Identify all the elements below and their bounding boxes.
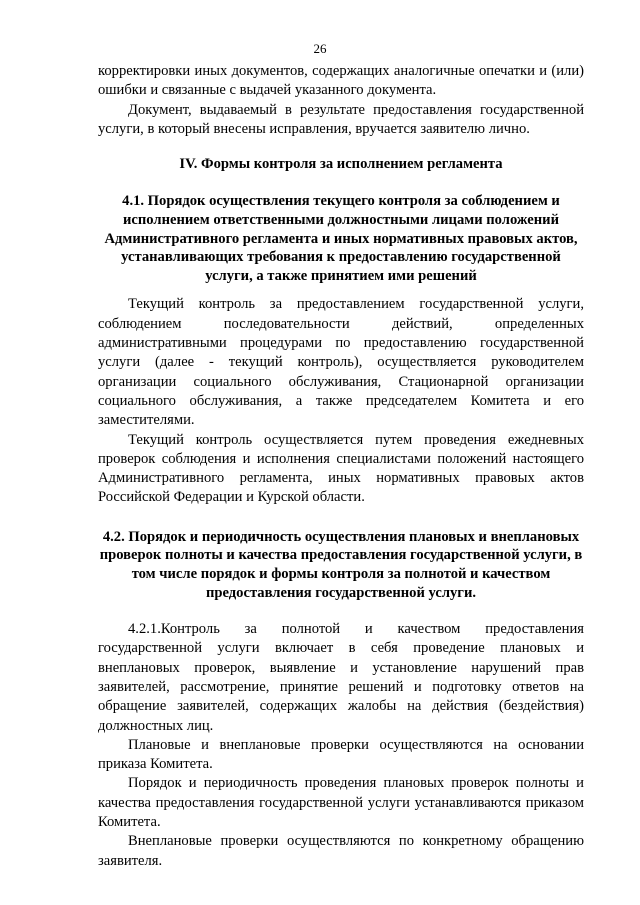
paragraph: 4.2.1.Контроль за полнотой и качеством предоставления государственной услуги включает в себя проведение плановых и внеплановых проверок, выявление и установление нарушений прав заявителей, рассмотрение, принятие решений и подготовку ответов на обращение заявителей, содержащих жалобы на действия (бездействия) должностных лиц. [98, 621, 584, 734]
subsection-heading-4-2: 4.2. Порядок и периодичность осуществления плановых и внеплановых проверок полноты и качества предоставления государственной услуги, в том числе порядок и формы контроля за полнотой и качеством предоставления государственной услуги. [99, 528, 583, 601]
paragraph: Документ, выдаваемый в результате предоставления государственной услуги, в который внесены исправления, вручается заявителю лично. [98, 101, 584, 137]
paragraph: Текущий контроль осуществляется путем проведения ежедневных проверок соблюдения и исполнения специалистами положений настоящего Административного регламента, иных нормативных правовых актов Российской Федерации и Курской области. [98, 431, 584, 506]
section-title: IV. Формы контроля за исполнением регламента [179, 156, 503, 173]
subsection-heading-4-1: 4.1. Порядок осуществления текущего контроля за соблюдением и исполнением ответственными должностными лицами положений Административного регламента и иных нормативных правовых актов, устанавливающих требования к предоставлению государственной услуги, а также принятием ими решений [104, 193, 578, 284]
paragraph: Внеплановые проверки осуществляются по конкретному обращению заявителя. [98, 833, 584, 869]
paragraph: Плановые и внеплановые проверки осуществляются на основании приказа Комитета. [98, 736, 584, 773]
document-body [98, 62, 584, 871]
paragraph: Порядок и периодичность проведения плановых проверок полноты и качества предоставления государственной услуги устанавливаются приказом Комитета. [98, 775, 584, 831]
page-number: 26 [313, 41, 327, 56]
paragraph: Текущий контроль за предоставлением государственной услуги, соблюдением последовательности действий, определенных административными процедурами по предоставлению государственной услуги (далее - текущий контроль), осуществляется руководителем организации социального обслуживания, Стационарной организации социального обслуживания, а также председателем Комитета и его заместителями. [98, 296, 584, 429]
paragraph-continuation: корректировки иных документов, содержащих аналогичные опечатки и (или) ошибки и связанные с выдачей указанного документа. [98, 63, 584, 99]
